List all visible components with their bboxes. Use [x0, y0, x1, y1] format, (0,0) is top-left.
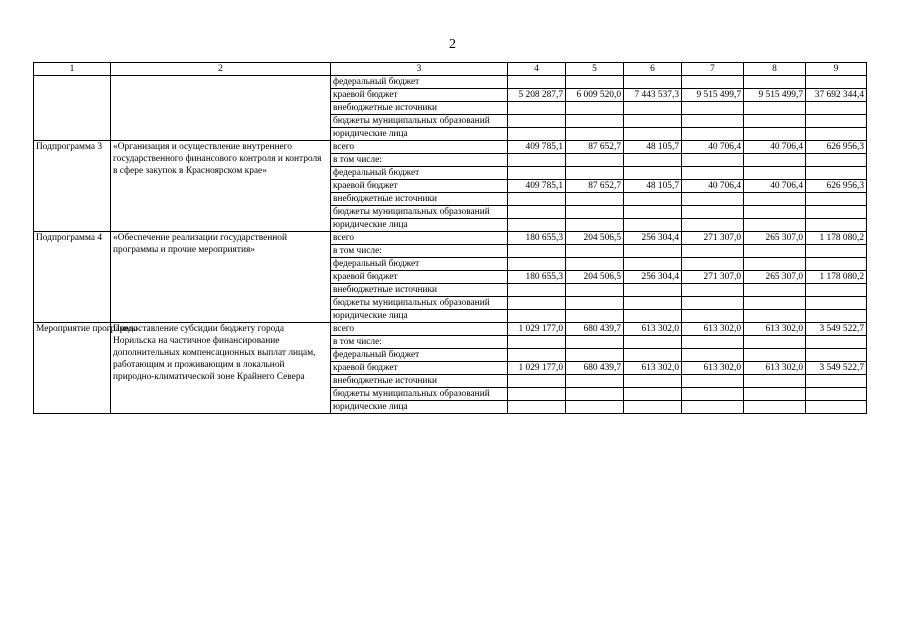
header-cell: 7	[682, 63, 744, 76]
amount-cell: 7 443 537,3	[624, 89, 682, 102]
header-cell: 1	[34, 63, 111, 76]
amount-cell	[508, 297, 566, 310]
amount-cell	[806, 336, 867, 349]
amount-cell	[624, 388, 682, 401]
amount-cell	[682, 401, 744, 414]
amount-cell: 409 785,1	[508, 180, 566, 193]
amount-cell	[806, 76, 867, 89]
funding-source-cell: юридические лица	[331, 310, 508, 323]
amount-cell	[508, 245, 566, 258]
amount-cell	[744, 336, 806, 349]
table-row	[34, 141, 867, 154]
amount-cell	[508, 375, 566, 388]
amount-cell: 613 302,0	[624, 362, 682, 375]
amount-cell	[744, 258, 806, 271]
amount-cell	[806, 349, 867, 362]
amount-cell	[508, 258, 566, 271]
amount-cell	[566, 128, 624, 141]
program-name-cell: Предоставление субсидии бюджету города Норильска на частичное финансирование дополнительных компенсационных выплат лицам, работающим и проживающим в локальной природно-климатической зоне Крайнего Севера	[111, 323, 331, 414]
program-level-cell: Мероприятие программы	[34, 323, 111, 414]
amount-cell: 680 439,7	[566, 323, 624, 336]
program-name-cell: «Организация и осуществление внутреннего государственного финансового контроля и контроля в сфере закупок в Красноярском крае»	[111, 141, 331, 232]
amount-cell	[682, 115, 744, 128]
amount-cell	[624, 193, 682, 206]
amount-cell: 626 956,3	[806, 141, 867, 154]
amount-cell	[682, 206, 744, 219]
funding-source-cell: в том числе:	[331, 154, 508, 167]
program-name-cell: «Обеспечение реализации государственной программы и прочие мероприятия»	[111, 232, 331, 323]
amount-cell	[806, 401, 867, 414]
table-body	[34, 63, 867, 414]
amount-cell: 204 506,5	[566, 271, 624, 284]
amount-cell	[566, 297, 624, 310]
amount-cell	[806, 219, 867, 232]
amount-cell: 40 706,4	[682, 180, 744, 193]
amount-cell: 271 307,0	[682, 232, 744, 245]
header-cell: 9	[806, 63, 867, 76]
amount-cell	[682, 297, 744, 310]
amount-cell	[806, 167, 867, 180]
amount-cell	[806, 245, 867, 258]
amount-cell	[682, 167, 744, 180]
funding-source-cell: бюджеты муниципальных образований	[331, 297, 508, 310]
funding-source-cell: краевой бюджет	[331, 271, 508, 284]
amount-cell: 180 655,3	[508, 232, 566, 245]
amount-cell: 613 302,0	[682, 362, 744, 375]
program-level-cell	[34, 76, 111, 141]
header-cell: 6	[624, 63, 682, 76]
amount-cell	[744, 349, 806, 362]
amount-cell	[806, 297, 867, 310]
header-cell: 8	[744, 63, 806, 76]
amount-cell	[682, 193, 744, 206]
header-row	[34, 63, 867, 76]
amount-cell	[566, 310, 624, 323]
funding-source-cell: в том числе:	[331, 336, 508, 349]
amount-cell: 613 302,0	[682, 323, 744, 336]
amount-cell	[744, 167, 806, 180]
amount-cell	[566, 154, 624, 167]
amount-cell	[508, 219, 566, 232]
amount-cell	[682, 375, 744, 388]
amount-cell	[744, 297, 806, 310]
amount-cell	[806, 128, 867, 141]
amount-cell: 204 506,5	[566, 232, 624, 245]
funding-source-cell: федеральный бюджет	[331, 167, 508, 180]
amount-cell	[508, 128, 566, 141]
amount-cell	[624, 102, 682, 115]
amount-cell	[508, 336, 566, 349]
amount-cell	[566, 245, 624, 258]
funding-source-cell: краевой бюджет	[331, 89, 508, 102]
amount-cell	[624, 401, 682, 414]
amount-cell	[744, 193, 806, 206]
amount-cell	[682, 310, 744, 323]
amount-cell	[744, 128, 806, 141]
amount-cell	[624, 128, 682, 141]
funding-source-cell: федеральный бюджет	[331, 258, 508, 271]
amount-cell	[508, 284, 566, 297]
amount-cell	[806, 115, 867, 128]
header-cell: 5	[566, 63, 624, 76]
amount-cell: 40 706,4	[744, 141, 806, 154]
amount-cell	[624, 206, 682, 219]
amount-cell	[508, 76, 566, 89]
amount-cell: 3 549 522,7	[806, 323, 867, 336]
amount-cell	[806, 102, 867, 115]
program-level-cell: Подпрограмма 4	[34, 232, 111, 323]
amount-cell: 48 105,7	[624, 141, 682, 154]
amount-cell	[566, 115, 624, 128]
header-cell: 3	[331, 63, 508, 76]
amount-cell	[744, 115, 806, 128]
funding-source-cell: федеральный бюджет	[331, 76, 508, 89]
program-level-cell: Подпрограмма 3	[34, 141, 111, 232]
amount-cell	[806, 206, 867, 219]
amount-cell: 5 208 287,7	[508, 89, 566, 102]
amount-cell	[624, 115, 682, 128]
amount-cell	[806, 284, 867, 297]
amount-cell	[682, 284, 744, 297]
amount-cell: 48 105,7	[624, 180, 682, 193]
amount-cell	[806, 375, 867, 388]
amount-cell	[566, 388, 624, 401]
funding-source-cell: в том числе:	[331, 245, 508, 258]
funding-source-cell: всего	[331, 323, 508, 336]
amount-cell	[682, 245, 744, 258]
program-name-cell	[111, 76, 331, 141]
amount-cell	[508, 154, 566, 167]
amount-cell: 9 515 499,7	[682, 89, 744, 102]
amount-cell	[744, 76, 806, 89]
amount-cell	[744, 284, 806, 297]
amount-cell: 680 439,7	[566, 362, 624, 375]
amount-cell	[744, 102, 806, 115]
amount-cell: 1 178 080,2	[806, 232, 867, 245]
amount-cell	[806, 258, 867, 271]
amount-cell	[566, 219, 624, 232]
amount-cell	[624, 258, 682, 271]
amount-cell	[566, 193, 624, 206]
amount-cell	[682, 336, 744, 349]
amount-cell	[566, 206, 624, 219]
amount-cell: 409 785,1	[508, 141, 566, 154]
amount-cell: 87 652,7	[566, 141, 624, 154]
amount-cell	[682, 258, 744, 271]
amount-cell	[566, 76, 624, 89]
amount-cell: 180 655,3	[508, 271, 566, 284]
amount-cell	[682, 388, 744, 401]
amount-cell	[566, 284, 624, 297]
page-number: 2	[449, 37, 456, 52]
funding-source-cell: краевой бюджет	[331, 362, 508, 375]
amount-cell	[624, 167, 682, 180]
amount-cell	[744, 206, 806, 219]
amount-cell	[744, 375, 806, 388]
amount-cell	[566, 258, 624, 271]
amount-cell	[624, 245, 682, 258]
amount-cell	[508, 167, 566, 180]
amount-cell	[744, 310, 806, 323]
amount-cell: 1 178 080,2	[806, 271, 867, 284]
amount-cell	[806, 154, 867, 167]
amount-cell: 40 706,4	[682, 141, 744, 154]
table-row	[34, 76, 867, 89]
funding-source-cell: внебюджетные источники	[331, 102, 508, 115]
funding-source-cell: бюджеты муниципальных образований	[331, 388, 508, 401]
amount-cell	[508, 206, 566, 219]
amount-cell	[682, 76, 744, 89]
amount-cell	[566, 336, 624, 349]
amount-cell	[624, 310, 682, 323]
amount-cell: 256 304,4	[624, 232, 682, 245]
amount-cell: 271 307,0	[682, 271, 744, 284]
table-row	[34, 232, 867, 245]
amount-cell: 6 009 520,0	[566, 89, 624, 102]
funding-source-cell: бюджеты муниципальных образований	[331, 206, 508, 219]
amount-cell	[806, 310, 867, 323]
amount-cell	[624, 284, 682, 297]
amount-cell: 9 515 499,7	[744, 89, 806, 102]
amount-cell	[744, 401, 806, 414]
funding-source-cell: внебюджетные источники	[331, 284, 508, 297]
amount-cell	[624, 375, 682, 388]
budget-table	[33, 62, 867, 414]
amount-cell: 40 706,4	[744, 180, 806, 193]
amount-cell	[566, 167, 624, 180]
amount-cell: 613 302,0	[744, 323, 806, 336]
amount-cell	[566, 375, 624, 388]
amount-cell: 1 029 177,0	[508, 323, 566, 336]
funding-source-cell: юридические лица	[331, 401, 508, 414]
amount-cell	[566, 349, 624, 362]
amount-cell	[508, 401, 566, 414]
funding-source-cell: всего	[331, 141, 508, 154]
amount-cell: 37 692 344,4	[806, 89, 867, 102]
amount-cell: 613 302,0	[624, 323, 682, 336]
amount-cell: 265 307,0	[744, 271, 806, 284]
amount-cell	[806, 388, 867, 401]
amount-cell	[566, 401, 624, 414]
amount-cell	[624, 154, 682, 167]
funding-source-cell: внебюджетные источники	[331, 193, 508, 206]
amount-cell	[806, 193, 867, 206]
amount-cell: 3 549 522,7	[806, 362, 867, 375]
funding-source-cell: краевой бюджет	[331, 180, 508, 193]
amount-cell	[682, 154, 744, 167]
funding-source-cell: бюджеты муниципальных образований	[331, 115, 508, 128]
amount-cell	[508, 115, 566, 128]
amount-cell	[744, 245, 806, 258]
amount-cell	[624, 349, 682, 362]
header-cell: 4	[508, 63, 566, 76]
amount-cell	[682, 219, 744, 232]
amount-cell: 1 029 177,0	[508, 362, 566, 375]
table-row	[34, 323, 867, 336]
amount-cell: 265 307,0	[744, 232, 806, 245]
amount-cell	[624, 336, 682, 349]
amount-cell: 626 956,3	[806, 180, 867, 193]
funding-source-cell: внебюджетные источники	[331, 375, 508, 388]
funding-source-cell: юридические лица	[331, 128, 508, 141]
amount-cell: 87 652,7	[566, 180, 624, 193]
amount-cell	[682, 102, 744, 115]
amount-cell: 613 302,0	[744, 362, 806, 375]
amount-cell	[566, 102, 624, 115]
amount-cell	[744, 219, 806, 232]
header-cell: 2	[111, 63, 331, 76]
amount-cell	[682, 128, 744, 141]
amount-cell	[508, 193, 566, 206]
amount-cell	[508, 349, 566, 362]
amount-cell	[624, 297, 682, 310]
amount-cell	[508, 102, 566, 115]
amount-cell	[508, 310, 566, 323]
amount-cell	[624, 76, 682, 89]
amount-cell	[744, 154, 806, 167]
funding-source-cell: федеральный бюджет	[331, 349, 508, 362]
amount-cell	[624, 219, 682, 232]
funding-source-cell: всего	[331, 232, 508, 245]
amount-cell	[744, 388, 806, 401]
amount-cell	[508, 388, 566, 401]
funding-source-cell: юридические лица	[331, 219, 508, 232]
amount-cell: 256 304,4	[624, 271, 682, 284]
amount-cell	[682, 349, 744, 362]
